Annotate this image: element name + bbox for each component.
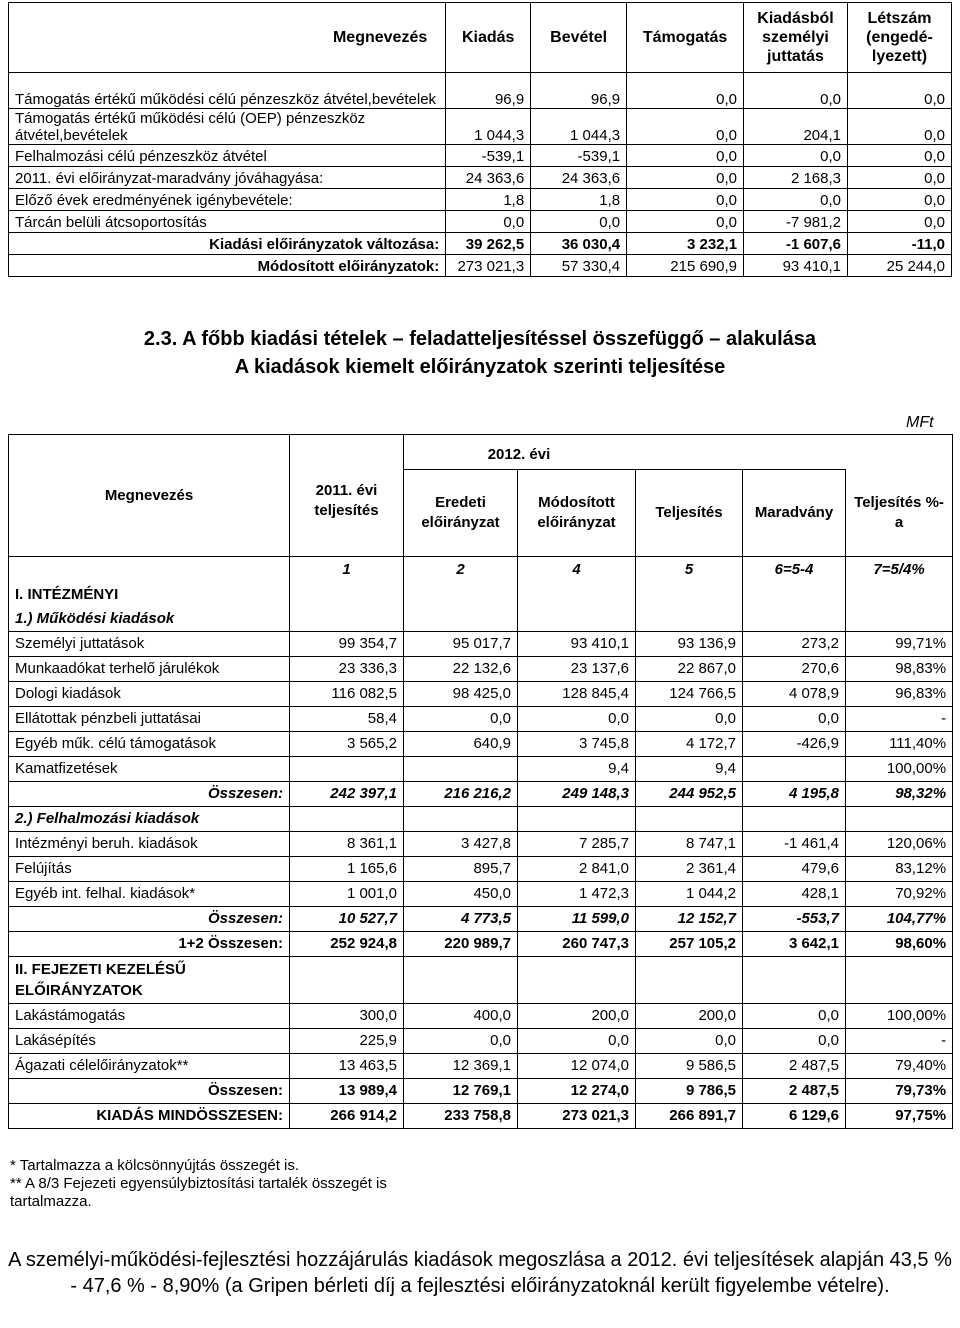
- table-row: [9, 73, 952, 109]
- table-row: [9, 882, 953, 907]
- table-row: [9, 632, 953, 657]
- cell: 0,0: [847, 145, 951, 167]
- cell: 39 262,5: [446, 233, 531, 255]
- col-header-year: 2012. évi: [487, 446, 551, 463]
- cell: 0,0: [636, 1029, 743, 1054]
- row-label: Kiadási előirányzatok változása:: [9, 233, 446, 255]
- cell: 116 082,5: [290, 682, 404, 707]
- table-row: [9, 682, 953, 707]
- cell: 1 472,3: [518, 882, 636, 907]
- cell: 270,6: [743, 657, 846, 682]
- section-row: [9, 583, 953, 607]
- cell: 0,0: [627, 109, 744, 145]
- cell: 36 030,4: [531, 233, 627, 255]
- col-header-mod: Módosított előirányzat: [518, 470, 636, 557]
- cell: 96,9: [531, 73, 627, 109]
- colnum-empty: [9, 557, 290, 584]
- cell: 79,73%: [846, 1079, 953, 1104]
- cell: 0,0: [627, 211, 744, 233]
- cell: 260 747,3: [518, 932, 636, 957]
- cell: 23 336,3: [290, 657, 404, 682]
- cell: 79,40%: [846, 1054, 953, 1079]
- cell: 93 136,9: [636, 632, 743, 657]
- cell: 273 021,3: [518, 1104, 636, 1129]
- cell: 0,0: [847, 211, 951, 233]
- cell: 95 017,7: [404, 632, 518, 657]
- cell: 12 274,0: [518, 1079, 636, 1104]
- cell: 120,06%: [846, 832, 953, 857]
- cell: 200,0: [518, 1004, 636, 1029]
- table-row: [9, 657, 953, 682]
- cell: 124 766,5: [636, 682, 743, 707]
- row-label: Tárcán belüli átcsoportosítás: [9, 211, 446, 233]
- cell: 300,0: [290, 1004, 404, 1029]
- cell: 98 425,0: [404, 682, 518, 707]
- row-label: Felhalmozási célú pénzeszköz átvétel: [9, 145, 446, 167]
- table-row: [9, 189, 952, 211]
- cell: 128 845,4: [518, 682, 636, 707]
- row-label: Összesen:: [9, 907, 290, 932]
- cell: 24 363,6: [446, 167, 531, 189]
- cell: 98,60%: [846, 932, 953, 957]
- section-row: [9, 607, 953, 632]
- col-header-personnel: Kiadásból személyi juttatás: [744, 3, 848, 73]
- table-row: [9, 732, 953, 757]
- subtotal-row: [9, 1079, 953, 1104]
- section-title: 2.3. A főbb kiadási tételek – feladatteljesítéssel összefüggő – alakulása: [143, 328, 817, 350]
- cell: 24 363,6: [531, 167, 627, 189]
- cell: 215 690,9: [627, 255, 744, 277]
- cell: 2 361,4: [636, 857, 743, 882]
- subtotal-row: [9, 932, 953, 957]
- cell: -539,1: [531, 145, 627, 167]
- cell: 0,0: [743, 1004, 846, 1029]
- unit-label: MFt: [906, 414, 934, 431]
- cell: 25 244,0: [847, 255, 951, 277]
- cell: 0,0: [847, 189, 951, 211]
- cell: 111,40%: [846, 732, 953, 757]
- footnote: * Tartalmazza a kölcsönnyújtás összegét is.: [10, 1157, 300, 1174]
- cell: 7 285,7: [518, 832, 636, 857]
- cell: 9,4: [636, 757, 743, 782]
- cell: 2 168,3: [744, 167, 848, 189]
- row-label: Egyéb műk. célú támogatások: [9, 732, 290, 757]
- cell: 0,0: [518, 1029, 636, 1054]
- cell: 233 758,8: [404, 1104, 518, 1129]
- row-label: Támogatás értékű működési célú pénzeszköz átvétel,bevételek: [9, 73, 446, 109]
- cell: 0,0: [743, 1029, 846, 1054]
- table-row: [9, 255, 952, 277]
- col-header-perf: Teljesítés: [636, 470, 743, 557]
- cell: -539,1: [446, 145, 531, 167]
- row-label: Előző évek eredményének igénybevétele:: [9, 189, 446, 211]
- cell: 70,92%: [846, 882, 953, 907]
- cell: 4 172,7: [636, 732, 743, 757]
- row-label: Lakásépítés: [9, 1029, 290, 1054]
- row-label: Lakástámogatás: [9, 1004, 290, 1029]
- table-row: [9, 167, 952, 189]
- cell: 1,8: [446, 189, 531, 211]
- cell: 0,0: [743, 707, 846, 732]
- year-header-cell: [404, 435, 953, 470]
- footnote: ** A 8/3 Fejezeti egyensúlybiztosítási tartalék összegét is tartalmazza.: [10, 1175, 387, 1210]
- row-label: Egyéb int. felhal. kiadások*: [9, 882, 290, 907]
- cell: 200,0: [636, 1004, 743, 1029]
- cell: 97,75%: [846, 1104, 953, 1129]
- table-row: [9, 707, 953, 732]
- col-header-expense: Kiadás: [446, 3, 531, 73]
- row-label: Munkaadókat terhelő járulékok: [9, 657, 290, 682]
- cell: -426,9: [743, 732, 846, 757]
- cell: 225,9: [290, 1029, 404, 1054]
- col-header-pct: Teljesítés %-a: [846, 470, 953, 557]
- cell: 0,0: [744, 73, 848, 109]
- cell: -11,0: [847, 233, 951, 255]
- cell: 93 410,1: [744, 255, 848, 277]
- cell: 57 330,4: [531, 255, 627, 277]
- cell: 3 232,1: [627, 233, 744, 255]
- row-label: Kamatfizetések: [9, 757, 290, 782]
- table-row: [9, 857, 953, 882]
- cell: 96,9: [446, 73, 531, 109]
- cell: -1 607,6: [744, 233, 848, 255]
- cell: 257 105,2: [636, 932, 743, 957]
- cell: 1 001,0: [290, 882, 404, 907]
- cell: 1 044,3: [446, 109, 531, 145]
- section-subtitle: A kiadások kiemelt előirányzatok szerinti teljesítése: [234, 356, 726, 378]
- cell: 83,12%: [846, 857, 953, 882]
- cell: [404, 757, 518, 782]
- cell: 12 369,1: [404, 1054, 518, 1079]
- cell: 244 952,5: [636, 782, 743, 807]
- table-row: [9, 109, 952, 145]
- cell: [290, 757, 404, 782]
- cell: 0,0: [627, 167, 744, 189]
- section-row: [9, 957, 953, 1004]
- row-label: Támogatás értékű működési célú (OEP) pénzeszköz átvétel,bevételek: [9, 109, 446, 145]
- summary-paragraph: A személyi-működési-fejlesztési hozzájárulás kiadások megoszlása a 2012. évi teljesítések alapján 43,5 % - 47,6 % - 8,90% (a Gripen bérleti díj a fejlesztési előirányzatoknál került figyelembe vételre).: [8, 1249, 952, 1297]
- cell: 96,83%: [846, 682, 953, 707]
- cell: 99,71%: [846, 632, 953, 657]
- col-header-revenue: Bevétel: [531, 3, 627, 73]
- cell: 9 586,5: [636, 1054, 743, 1079]
- subtotal-row: [9, 782, 953, 807]
- cell: 4 195,8: [743, 782, 846, 807]
- cell: 2 487,5: [743, 1079, 846, 1104]
- col-header-headcount: Létszám (engedé-lyezett): [847, 3, 951, 73]
- cell: 0,0: [744, 189, 848, 211]
- cell: 22 867,0: [636, 657, 743, 682]
- cell: 0,0: [636, 707, 743, 732]
- cell: 273 021,3: [446, 255, 531, 277]
- cell: 9,4: [518, 757, 636, 782]
- table-row: [9, 832, 953, 857]
- colnum: 1: [290, 557, 404, 584]
- colnum: 7=5/4%: [846, 557, 953, 584]
- header-row: [9, 435, 953, 470]
- cell: 0,0: [847, 73, 951, 109]
- row-label: KIADÁS MINDÖSSZESEN:: [9, 1104, 290, 1129]
- section-label: 2.) Felhalmozási kiadások: [9, 807, 290, 832]
- cell: -1 461,4: [743, 832, 846, 857]
- cell: 11 599,0: [518, 907, 636, 932]
- cell: 58,4: [290, 707, 404, 732]
- header-row: [9, 3, 952, 73]
- cell: 266 914,2: [290, 1104, 404, 1129]
- cell: 6 129,6: [743, 1104, 846, 1129]
- cell: 100,00%: [846, 757, 953, 782]
- footnotes: [10, 1157, 390, 1211]
- table-row: [9, 145, 952, 167]
- row-label: 2011. évi előirányzat-maradvány jóváhagyása:: [9, 167, 446, 189]
- colnum: 5: [636, 557, 743, 584]
- col-header-orig: Eredeti előirányzat: [404, 470, 518, 557]
- cell: 12 769,1: [404, 1079, 518, 1104]
- cell: 479,6: [743, 857, 846, 882]
- cell: 450,0: [404, 882, 518, 907]
- col-header-rem: Maradvány: [743, 470, 846, 557]
- total-row: [9, 1104, 953, 1129]
- cell: 0,0: [627, 145, 744, 167]
- col-header-support: Támogatás: [627, 3, 744, 73]
- row-label: Felújítás: [9, 857, 290, 882]
- cell: 98,83%: [846, 657, 953, 682]
- appropriation-changes-table: [8, 2, 952, 277]
- cell: 0,0: [627, 73, 744, 109]
- cell: 0,0: [404, 707, 518, 732]
- table-row: [9, 1029, 953, 1054]
- cell: 1 044,3: [531, 109, 627, 145]
- cell: 12 074,0: [518, 1054, 636, 1079]
- cell: 2 487,5: [743, 1054, 846, 1079]
- table-row: [9, 757, 953, 782]
- subtotal-row: [9, 907, 953, 932]
- cell: 8 361,1: [290, 832, 404, 857]
- row-label: Ágazati célelőirányzatok**: [9, 1054, 290, 1079]
- cell: 1,8: [531, 189, 627, 211]
- cell: 13 463,5: [290, 1054, 404, 1079]
- cell: 0,0: [446, 211, 531, 233]
- row-label: 1+2 Összesen:: [9, 932, 290, 957]
- cell: 0,0: [847, 167, 951, 189]
- cell: -: [846, 1029, 953, 1054]
- cell: 2 841,0: [518, 857, 636, 882]
- cell: 428,1: [743, 882, 846, 907]
- table-row: [9, 233, 952, 255]
- column-number-row: [9, 557, 953, 584]
- cell: 3 642,1: [743, 932, 846, 957]
- cell: 12 152,7: [636, 907, 743, 932]
- col-header-name: Megnevezés: [9, 3, 446, 73]
- cell: 1 044,2: [636, 882, 743, 907]
- cell: 249 148,3: [518, 782, 636, 807]
- cell: 104,77%: [846, 907, 953, 932]
- row-label: Összesen:: [9, 782, 290, 807]
- cell: 895,7: [404, 857, 518, 882]
- cell: 3 427,8: [404, 832, 518, 857]
- row-label: Ellátottak pénzbeli juttatásai: [9, 707, 290, 732]
- table-row: [9, 1054, 953, 1079]
- cell: [743, 757, 846, 782]
- row-label: Összesen:: [9, 1079, 290, 1104]
- cell: -: [846, 707, 953, 732]
- cell: 0,0: [518, 707, 636, 732]
- row-label: Intézményi beruh. kiadások: [9, 832, 290, 857]
- section-label: 1.) Működési kiadások: [9, 607, 290, 632]
- cell: 98,32%: [846, 782, 953, 807]
- section-row: [9, 807, 953, 832]
- cell: 0,0: [744, 145, 848, 167]
- cell: 252 924,8: [290, 932, 404, 957]
- colnum: 4: [518, 557, 636, 584]
- table-row: [9, 1004, 953, 1029]
- cell: 273,2: [743, 632, 846, 657]
- colnum: 6=5-4: [743, 557, 846, 584]
- cell: 0,0: [847, 109, 951, 145]
- table-row: [9, 211, 952, 233]
- row-label: Személyi juttatások: [9, 632, 290, 657]
- cell: 216 216,2: [404, 782, 518, 807]
- section-label: II. FEJEZETI KEZELÉSŰ ELŐIRÁNYZATOK: [9, 957, 290, 1004]
- cell: 3 745,8: [518, 732, 636, 757]
- cell: 9 786,5: [636, 1079, 743, 1104]
- cell: 640,9: [404, 732, 518, 757]
- cell: 1 165,6: [290, 857, 404, 882]
- cell: 4 773,5: [404, 907, 518, 932]
- cell: 93 410,1: [518, 632, 636, 657]
- cell: 242 397,1: [290, 782, 404, 807]
- cell: 8 747,1: [636, 832, 743, 857]
- cell: -553,7: [743, 907, 846, 932]
- cell: 10 527,7: [290, 907, 404, 932]
- cell: 22 132,6: [404, 657, 518, 682]
- row-label: Dologi kiadások: [9, 682, 290, 707]
- cell: -7 981,2: [744, 211, 848, 233]
- cell: 0,0: [404, 1029, 518, 1054]
- cell: 23 137,6: [518, 657, 636, 682]
- row-label: Módosított előirányzatok:: [9, 255, 446, 277]
- expenditure-table: [8, 434, 953, 1129]
- cell: 3 565,2: [290, 732, 404, 757]
- col-header-name: Megnevezés: [9, 435, 290, 557]
- cell: 100,00%: [846, 1004, 953, 1029]
- cell: 99 354,7: [290, 632, 404, 657]
- colnum: 2: [404, 557, 518, 584]
- cell: 204,1: [744, 109, 848, 145]
- section-label: I. INTÉZMÉNYI: [9, 583, 290, 607]
- cell: 0,0: [627, 189, 744, 211]
- col-header-prev: 2011. évi teljesítés: [290, 435, 404, 557]
- cell: 4 078,9: [743, 682, 846, 707]
- cell: 266 891,7: [636, 1104, 743, 1129]
- cell: 13 989,4: [290, 1079, 404, 1104]
- cell: 220 989,7: [404, 932, 518, 957]
- cell: 400,0: [404, 1004, 518, 1029]
- cell: 0,0: [531, 211, 627, 233]
